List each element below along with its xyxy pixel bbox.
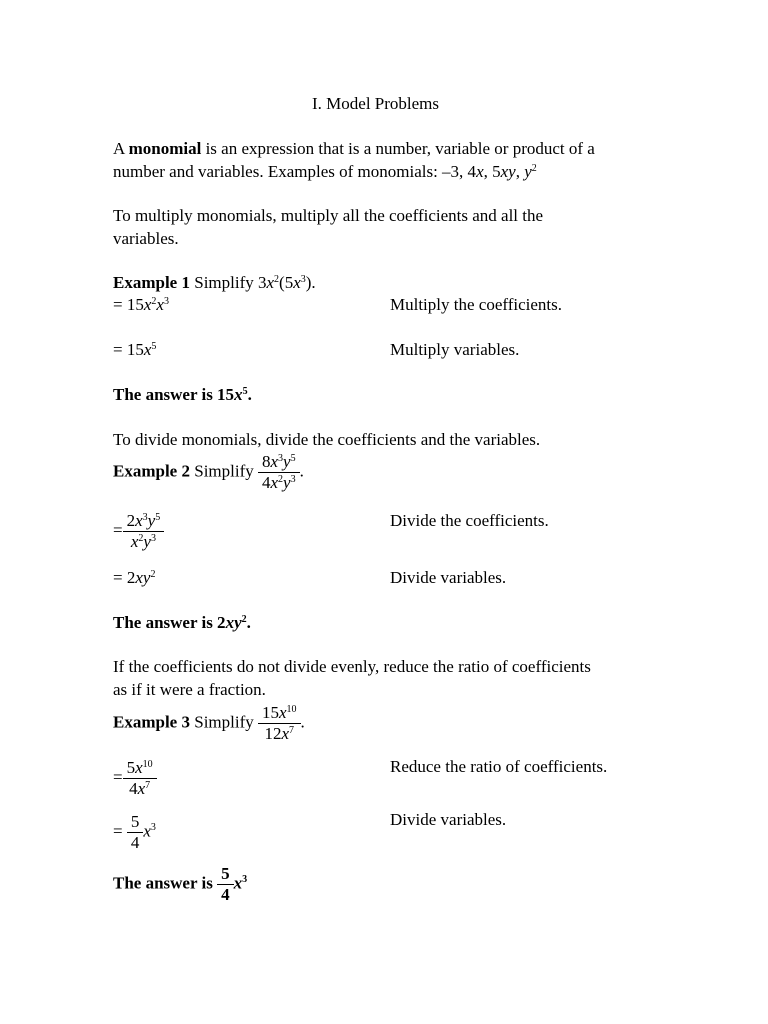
intro-line1-rest: is an expression that is a number, variable or product of a [201,139,595,158]
exponent: 5 [155,511,161,523]
var-xy: xy [225,613,242,632]
var-x: x [281,723,290,743]
exponent: 2 [138,532,144,544]
fraction-denominator: 4 [217,884,234,905]
step-prefix: = 2 [113,568,136,587]
var-x: x [234,385,243,404]
example1-step1 [113,293,169,316]
answer-prefix: The answer is 15 [113,385,235,404]
example-exponent: 2 [531,162,537,174]
example2-step2 [113,566,155,589]
exponent: 7 [289,724,295,736]
fraction-denominator [123,778,157,799]
coefficient: 8 [262,452,271,471]
period: . [299,461,304,481]
intro-sep: , 5 [483,162,501,181]
example2-heading [113,452,304,493]
example1-step1-note: Multiply the coefficients. [390,295,563,314]
var-y: y [143,531,151,551]
exponent: 5 [151,340,157,352]
example3-step1 [113,758,157,799]
exponent: 2 [274,273,280,285]
example1-heading [113,271,316,294]
divide-rule: To divide monomials, divide the coefficients and the variables. [113,430,541,449]
example3-simplify: Simplify [189,712,258,732]
example1-simplify: Simplify 3 [189,273,267,292]
var-y: y [283,472,291,492]
example3-step1-note: Reduce the ratio of coefficients. [390,757,608,776]
fraction-numerator [258,703,301,723]
example1-step2-note: Multiply variables. [390,340,520,359]
reduce-rule-line-1: If the coefficients do not divide evenly, reduce the ratio of coefficients [113,657,591,676]
exponent: 10 [142,758,153,770]
multiply-rule-line-1: To multiply monomials, multiply all the coefficients and all the [113,206,544,225]
exponent: 3 [290,473,296,485]
equals-sign: = [113,520,123,540]
var-x: x [270,472,279,492]
paren-close: ). [305,273,316,292]
coefficient: 12 [264,723,282,743]
example2-simplify: Simplify [189,461,258,481]
exponent: 2 [151,295,157,307]
step-prefix: = 15 [113,295,144,314]
term-monomial: monomial [128,139,202,158]
fraction-numerator [258,452,300,472]
fraction-numerator [123,758,157,778]
example1-label: Example 1 [113,273,190,292]
reduce-rule-line-2: as if it were a fraction. [113,680,266,699]
var-x: x [135,511,143,530]
var-x: x [266,273,275,292]
fraction-denominator: 4 [127,832,144,853]
example3-label: Example 3 [113,712,190,732]
exponent: 3 [163,295,169,307]
example-var-xy: xy [500,162,516,181]
var-x: x [130,531,139,551]
multiply-rule-line-2: variables. [113,229,179,248]
example3-answer [113,864,247,905]
intro-line2-text: number and variables. Examples of monomials: –3, 4 [113,162,477,181]
example2-step1 [113,511,164,552]
fraction-numerator: 5 [130,812,140,831]
coefficient: 15 [262,703,279,722]
fraction-denominator [123,531,165,552]
step-prefix: = 15 [113,340,144,359]
var-x: x [143,821,151,841]
exponent: 7 [145,779,151,791]
example-var-x: x [476,162,484,181]
var-x: x [270,452,279,471]
exponent: 2 [150,568,156,580]
var-x: x [279,703,287,722]
example3-step2-note: Divide variables. [390,810,507,829]
exponent: 3 [300,273,306,285]
var-y: y [147,511,156,530]
intro-prefix: A [113,139,129,158]
example2-step2-note: Divide variables. [390,568,507,587]
exponent: 2 [278,473,284,485]
example2-answer [113,611,251,634]
fraction-numerator: 5 [221,864,230,883]
exponent: 3 [242,874,248,886]
answer-period: . [246,613,251,632]
var-x: x [143,340,152,359]
example-var-y: y [524,162,532,181]
equals-sign: = [113,821,123,841]
var-x: x [156,295,164,314]
example3-step2-fraction [127,812,144,853]
fraction-denominator [258,472,300,493]
var-x: x [293,273,301,292]
coefficient: 2 [126,511,136,530]
example3-heading [113,703,305,744]
answer-prefix: The answer is [113,873,218,893]
var-x: x [137,778,146,798]
exponent: 3 [142,511,148,523]
var-x: x [143,295,152,314]
coefficient: 4 [129,778,138,798]
fraction-numerator [123,511,165,531]
example3-step2 [113,812,156,853]
exponent: 3 [150,532,156,544]
exponent: 3 [150,822,156,834]
exponent: 5 [290,452,296,464]
equals-sign: = [113,767,123,787]
example1-step2 [113,338,156,361]
var-x: x [135,758,143,777]
var-y: y [283,452,291,471]
fraction-denominator [258,723,301,744]
intro-line-1 [113,137,595,160]
exponent: 2 [241,613,247,625]
example3-fraction [258,703,301,744]
example2-step1-note: Divide the coefficients. [390,511,549,530]
example3-step1-fraction [123,758,157,799]
answer-period: . [247,385,252,404]
var-xy: xy [135,568,151,587]
coefficient: 5 [126,758,136,777]
exponent: 5 [242,385,248,397]
period: . [300,712,305,732]
paren-open: (5 [279,273,294,292]
page-title: I. Model Problems [312,94,440,113]
exponent: 10 [286,703,297,715]
answer-fraction [217,864,234,905]
var-x: x [233,873,243,893]
coefficient: 4 [262,472,271,492]
example2-fraction [258,452,300,493]
example1-answer [113,383,252,406]
answer-prefix: The answer is 2 [113,613,226,632]
example2-label: Example 2 [113,461,190,481]
intro-line-2 [113,160,537,183]
example2-step1-fraction [123,511,165,552]
intro-sep-2: , [515,162,525,181]
exponent: 3 [278,452,284,464]
